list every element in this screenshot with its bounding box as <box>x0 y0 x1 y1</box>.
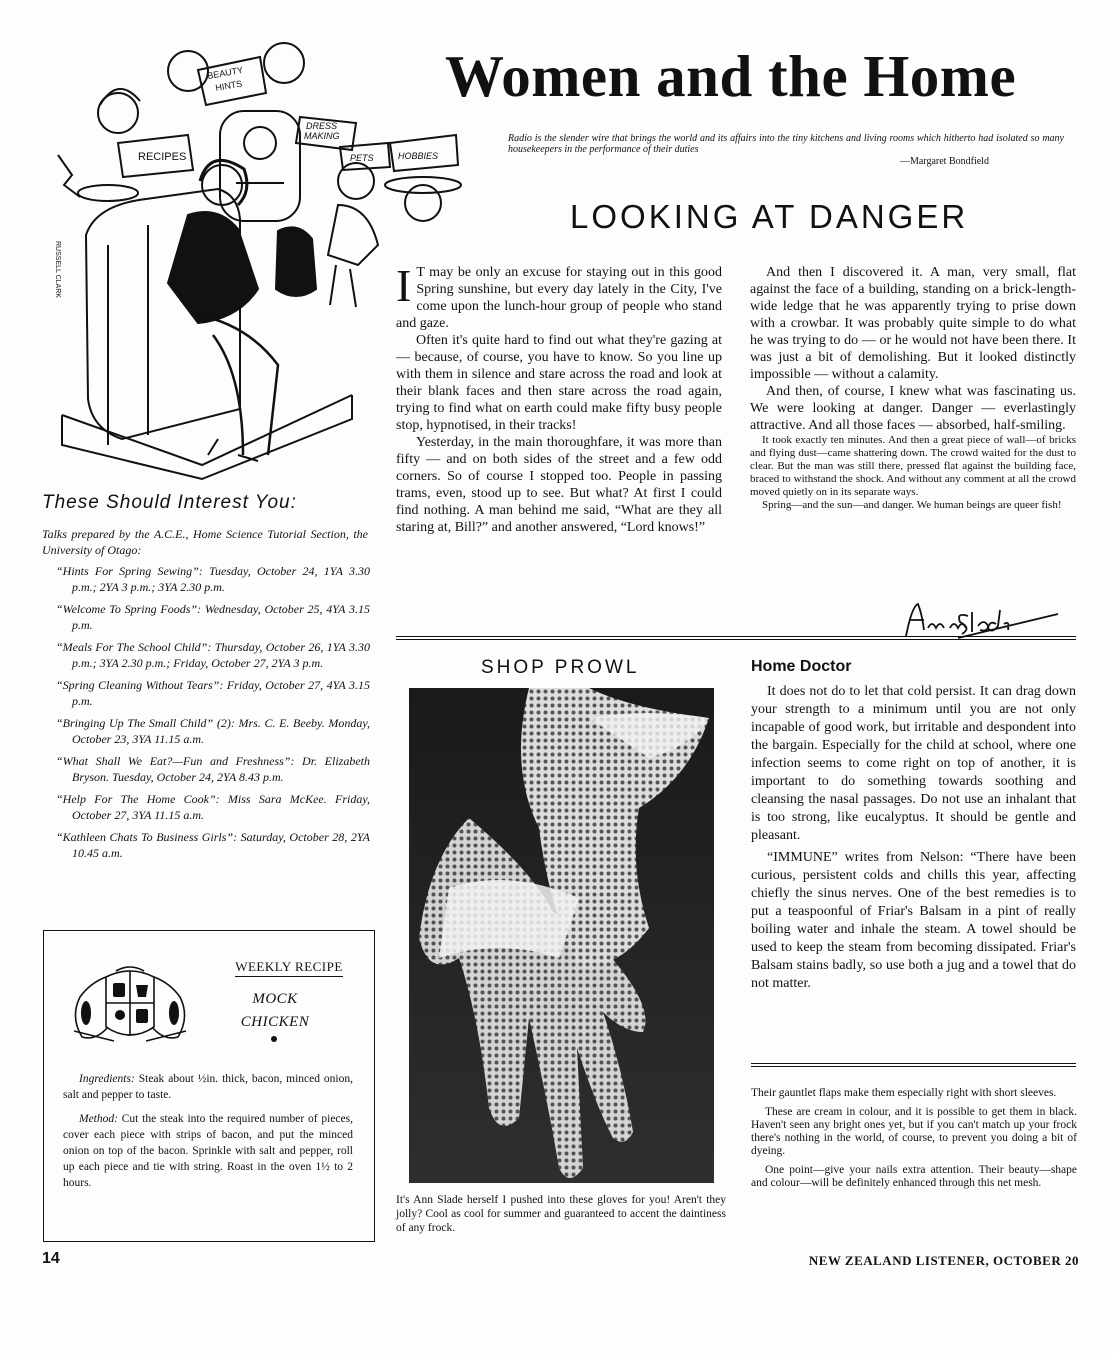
article-column-2 <box>750 264 1076 512</box>
hints-label: HINTS <box>214 78 243 93</box>
pets-label: PETS <box>350 153 374 163</box>
talk-item: “What Shall We Eat?—Fun and Freshness”: Dr. Elizabeth Bryson. Tuesday, October 24, 2YA 8.43 p.m. <box>56 754 370 784</box>
article-paragraph: I T may be only an excuse for staying out in this good Spring sunshine, but every day lately in the City, I've come upon the lunch-hour group of people who stand and gaze. <box>396 260 722 331</box>
making-label: MAKING <box>304 131 340 141</box>
recipes-label: RECIPES <box>138 151 187 163</box>
dress-label: DRESS <box>306 121 338 131</box>
section-divider <box>751 1063 1076 1067</box>
talk-item: “Meals For The School Child”: Thursday, October 26, 1YA 3.30 p.m.; 3YA 2.30 p.m.; Friday, October 27, 2YA 3 p.m. <box>56 640 370 670</box>
page-number: 14 <box>42 1250 60 1267</box>
gloves-paragraph: These are cream in colour, and it is possible to get them in black. Haven't seen any bright ones yet, but if you can't match up your frock there's nothing in the world, of course, to prevent you doing a bit of dyeing. <box>751 1106 1077 1157</box>
talk-item: “Help For The Home Cook”: Miss Sara McKee. Friday, October 27, 3YA 11.15 a.m. <box>56 792 370 822</box>
section-divider <box>396 636 1076 640</box>
epigraph-author: —Margaret Bondfield <box>900 156 989 167</box>
recipe-name: MOCK CHICKEN <box>240 991 310 1030</box>
recipe-method: Method: Cut the steak into the required number of pieces, cover each piece with strips of bacon, and put the minced onion on top of the bacon. Sprinkle with salt and pepper, roll up each piece and tie with string. Roast in the oven 1½ to 2 hours. <box>63 1113 353 1189</box>
article-paragraph-small: Spring—and the sun—and danger. We human beings are queer fish! <box>762 499 1062 511</box>
section-masthead: Women and the Home <box>445 43 1017 109</box>
talk-item: “Hints For Spring Sewing”: Tuesday, October 24, 1YA 3.30 p.m.; 2YA 3 p.m.; 3YA 2.30 p.m. <box>56 564 370 594</box>
publication-footer: NEW ZEALAND LISTENER, OCTOBER 20 <box>808 1253 1079 1268</box>
sidebar-intro: Talks prepared by the A.C.E., Home Science Tutorial Section, the University of Otago: <box>42 527 368 557</box>
talk-item: “Spring Cleaning Without Tears”: Friday, October 27, 4YA 3.15 p.m. <box>56 678 370 708</box>
article-paragraph: Often it's quite hard to find out what they're gazing at — because, of course, you have to know. So you line up with them in silence and stare across the road and look at their blank faces and then stare across the road again, trying to find what on earth could make fifty busy people stop, hypnotised, in their tracks! <box>396 333 722 433</box>
hobbies-label: HOBBIES <box>398 151 439 161</box>
weekly-recipe-box <box>43 930 375 1242</box>
gloves-description <box>751 1087 1077 1196</box>
article-paragraph: Yesterday, in the main thoroughfare, it was more than fifty — and on both sides of the street and a few odd corners. So of course I stopped too. People in passing trams, even, stood up to see. But what? At first I could find nothing. A man behind me said, “What are they all staring at, Bill?” and another answered, “Lord knows!” <box>396 435 722 535</box>
recipe-label: WEEKLY RECIPE <box>226 959 352 975</box>
artist-credit: RUSSELL CLARK <box>54 241 61 298</box>
doctor-paragraph: “IMMUNE” writes from Nelson: “There have been curious, persistent colds and chills this year, affecting chiefly the sinus nerves. One of the best remedies is to put a teaspoonful of Friar's Balsam in a pint of really boiling water and inhale the steam. A towel should be used to keep the steam from becoming dissipated. Friar's Balsam stains badly, so use both a jug and a towel that do not matter. <box>751 850 1076 991</box>
recipe-ingredients: Ingredients: Steak about ½in. thick, bacon, minced onion, salt and pepper to taste. <box>63 1073 353 1101</box>
photo-caption: It's Ann Slade herself I pushed into these gloves for you! Aren't they jolly? Cool as cool for summer and guaranteed to accent the daintiness of any frock. <box>396 1194 726 1234</box>
talks-list <box>56 563 370 867</box>
doctor-paragraph: It does not do to let that cold persist. It can drag down your strength to a minimum until you are not only incapable of good work, but irritable and despondent into the bargain. Especially for the child at school, where one infection seems to come right on top of another, it is important to do something towards soothing and cleansing the nasal passages. Do not use an inhalant that is too strong, like eucalyptus. It should be gentle and pleasant. <box>751 684 1076 843</box>
article-column-1 <box>396 260 722 536</box>
article-paragraph: And then I discovered it. A man, very small, flat against the face of a building, standing on a brick-length-wide ledge that he was apparently trying to prise down with a crowbar. It was probably quite simple to do what he was trying to do — or he would not have been there. It was just a bit of demolishing. But it looked distinctly impossible — without a calamity. <box>750 265 1076 382</box>
shop-prowl-title: SHOP PROWL <box>481 657 640 678</box>
talk-item: “Kathleen Chats To Business Girls”: Saturday, October 28, 2YA 10.45 a.m. <box>56 830 370 860</box>
article-title: LOOKING AT DANGER <box>570 198 969 235</box>
talk-item: “Bringing Up The Small Child” (2): Mrs. C. E. Beeby. Monday, October 23, 3YA 11.15 a.m. <box>56 716 370 746</box>
home-doctor-title: Home Doctor <box>751 658 852 675</box>
gloves-paragraph: One point—give your nails extra attention. Their beauty—shape and colour—will be definitely enhanced through this net mesh. <box>751 1164 1077 1189</box>
kitchen-emblem-icon <box>66 965 194 1045</box>
home-doctor-text <box>751 683 1076 997</box>
article-paragraph: And then, of course, I knew what was fascinating us. We were looking at danger. Danger — everlastingly attractive. And all those faces — absorbed, half-smiling. <box>750 384 1076 433</box>
drop-cap: I <box>396 260 412 311</box>
epigraph-quote: Radio is the slender wire that brings the world and its affairs into the tiny kitchens and living rooms which hitherto had isolated so many housekeepers in the performance of their duties <box>508 133 1064 155</box>
gloves-paragraph: Their gauntlet flaps make them especially right with short sleeves. <box>751 1087 1057 1099</box>
sidebar-title: These Should Interest You: <box>42 492 297 513</box>
beauty-label: BEAUTY <box>206 64 244 81</box>
gloves-photo <box>409 688 714 1183</box>
talk-item: “Welcome To Spring Foods”: Wednesday, October 25, 4YA 3.15 p.m. <box>56 602 370 632</box>
article-paragraph-small: It took exactly ten minutes. And then a great piece of wall—of bricks and flying dust—came shattering down. The crowd waited for the dust to clear. But the man was still there, pressed flat against the building face, braced to withstand the shock. And without any comment at all the crowd moved quietly on in its separate ways. <box>750 434 1076 498</box>
recipe-text <box>63 1071 353 1199</box>
bullet-dot <box>271 1036 277 1042</box>
